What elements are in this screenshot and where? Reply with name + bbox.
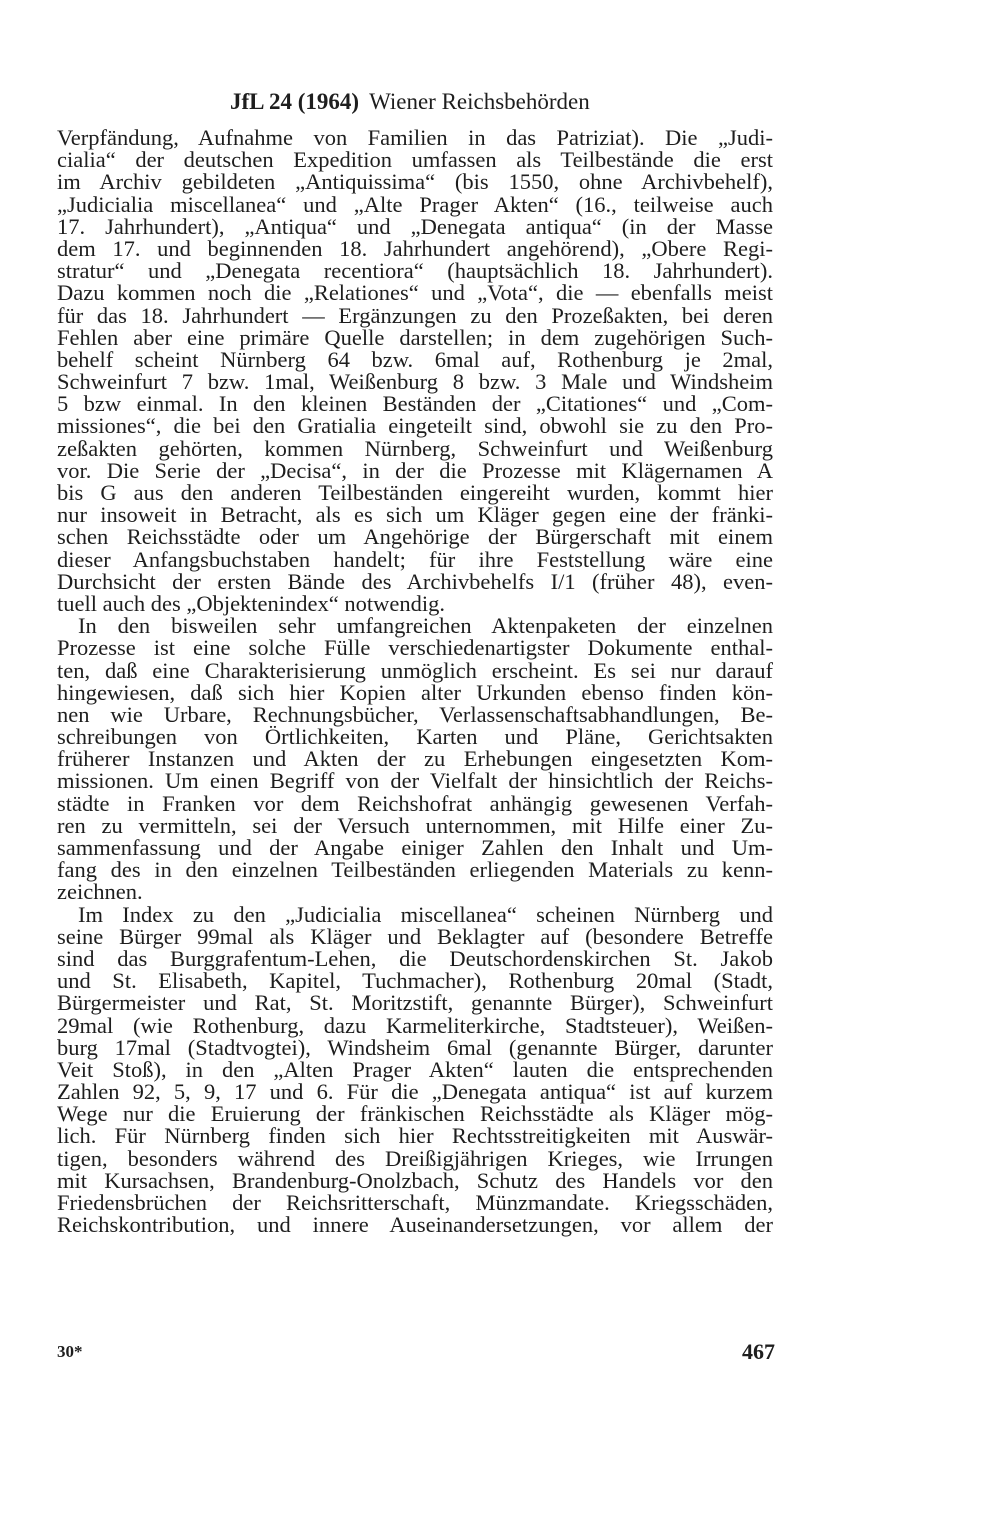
text-line: Verpfändung, Aufnahme von Familien in das Patriziat). Die „Judi-: [57, 125, 773, 150]
running-head: [230, 88, 830, 116]
text-line: dieser Anfangsbuchstaben handelt; für ihre Feststellung wäre eine: [57, 546, 773, 572]
text-line: ren zu vermitteln, sei der Versuch unternommen, mit Hilfe einer Zu-: [57, 812, 773, 838]
text-line: „Judicialia miscellanea“ und „Alte Prager Akten“ (16., teilweise auch: [57, 191, 773, 217]
text-line: 5 bzw einmal. In den kleinen Beständen der „Citationes“ und „Com-: [57, 391, 773, 417]
text-line: 29mal (wie Rothenburg, dazu Karmeliterkirche, Stadtsteuer), Weißen-: [57, 1012, 773, 1038]
text-line: tigen, besonders während des Dreißigjährigen Krieges, wie Irrungen: [57, 1145, 773, 1171]
text-line: dem 17. und beginnenden 18. Jahrhundert angehörend), „Obere Regi-: [57, 235, 773, 261]
text-line: Friedensbrüchen der Reichsritterschaft, Münzmandate. Kriegsschäden,: [57, 1190, 773, 1215]
signature-mark: 30*: [57, 1342, 83, 1361]
text-line: In den bisweilen sehr umfangreichen Aktenpaketen der einzelnen: [78, 613, 773, 639]
text-line: schreibungen von Örtlichkeiten, Karten und Pläne, Gerichtsakten: [57, 724, 773, 750]
journal-reference: JfL 24 (1964): [230, 89, 360, 114]
text-line: burg 17mal (Stadtvogtei), Windsheim 6mal (genannte Bürger, darunter: [57, 1034, 773, 1060]
text-line: früherer Instanzen und Akten der zu Erhebungen eingesetzten Kom-: [57, 746, 773, 772]
text-line: zeichnen.: [57, 879, 143, 905]
text-line: nen wie Urbare, Rechnungsbücher, Verlassenschaftsabhandlungen, Be-: [57, 701, 773, 727]
text-line: lich. Für Nürnberg finden sich hier Rechtsstreitigkeiten mit Auswär-: [57, 1123, 773, 1149]
body-text: [57, 127, 773, 1236]
text-line: Im Index zu den „Judicialia miscellanea“ scheinen Nürnberg und: [78, 901, 773, 927]
text-line: ten, daß eine Charakterisierung unmöglich erscheint. Es sei nur darauf: [57, 657, 773, 683]
paragraph-3: [57, 901, 773, 1238]
text-line: vor. Die Serie der „Decisa“, in der die Prozesse mit Klägernamen A: [57, 457, 773, 483]
text-line: cialia“ der deutschen Expedition umfassen als Teilbestände die erst: [57, 147, 773, 173]
text-line: Durchsicht der ersten Bände des Archivbehelfs I/1 (früher 48), even-: [57, 568, 773, 594]
text-line: städte in Franken vor dem Reichshofrat anhängig gewesenen Verfah-: [57, 790, 773, 816]
text-line: 17. Jahrhundert), „Antiqua“ und „Denegata antiqua“ (in der Masse: [57, 213, 773, 239]
text-line: missiones“, die bei den Gratialia eingeteilt sind, obwohl sie zu den Pro-: [57, 413, 773, 439]
text-line: Wege nur die Eruierung der fränkischen Reichsstädte als Kläger mög-: [57, 1101, 773, 1127]
text-line: sind das Burggrafentum-Lehen, die Deutschordenskirchen St. Jakob: [57, 945, 773, 971]
text-line: fang des in den einzelnen Teilbeständen erliegenden Materials zu kenn-: [57, 857, 773, 883]
text-line: Veit Stoß), in den „Alten Prager Akten“ lauten die entsprechenden: [57, 1056, 773, 1082]
text-line: stratur“ und „Denegata recentiora“ (hauptsächlich 18. Jahrhundert).: [57, 258, 773, 284]
page-number: 467: [742, 1339, 775, 1364]
text-line: hingewiesen, daß sich hier Kopien alter Urkunden ebenso finden kön-: [57, 679, 773, 705]
text-line: behelf scheint Nürnberg 64 bzw. 6mal auf, Rothenburg je 2mal,: [57, 346, 773, 372]
text-line: Reichskontribution, und innere Auseinandersetzungen, vor allem der: [57, 1212, 773, 1238]
text-line: missionen. Um einen Begriff von der Vielfalt der hinsichtlich der Reichs-: [57, 768, 773, 794]
text-line: Schweinfurt 7 bzw. 1mal, Weißenburg 8 bzw. 3 Male und Windsheim: [57, 369, 773, 395]
text-line: und St. Elisabeth, Kapitel, Tuchmacher), Rothenburg 20mal (Stadt,: [57, 968, 773, 994]
text-line: nur insoweit in Betracht, als es sich um Kläger gegen eine der fränki-: [57, 502, 773, 528]
paragraph-2: [57, 615, 773, 903]
paragraph-1: [57, 127, 773, 615]
text-line: Bürgermeister und Rat, St. Moritzstift, genannte Bürger), Schweinfurt: [57, 990, 773, 1016]
text-line: seine Bürger 99mal als Kläger und Beklagter auf (besondere Betreffe: [57, 923, 773, 949]
header-title: Wiener Reichsbehörden: [369, 89, 590, 114]
text-line: sammenfassung und der Angabe einiger Zahlen den Inhalt und Um-: [57, 835, 773, 860]
text-line: bis G aus den anderen Teilbeständen eingereiht wurden, kommt hier: [57, 480, 773, 505]
text-line: zeßakten gehörten, kommen Nürnberg, Schweinfurt und Weißenburg: [57, 435, 773, 461]
text-line: schen Reichsstädte oder um Angehörige der Bürgerschaft mit einem: [57, 524, 773, 550]
text-line: mit Kursachsen, Brandenburg-Onolzbach, Schutz des Handels vor den: [57, 1167, 773, 1193]
text-line: Fehlen aber eine primäre Quelle darstellen; in dem zugehörigen Such-: [57, 324, 773, 350]
text-line: Dazu kommen noch die „Relationes“ und „Vota“, die — ebenfalls meist: [57, 280, 773, 306]
text-line: Prozesse ist eine solche Fülle verschiedenartigster Dokumente enthal-: [57, 635, 773, 661]
text-line: für das 18. Jahrhundert — Ergänzungen zu den Prozeßakten, bei deren: [57, 302, 773, 328]
text-line: im Archiv gebildeten „Antiquissima“ (bis 1550, ohne Archivbehelf),: [57, 169, 773, 195]
text-line: Zahlen 92, 5, 9, 17 und 6. Für die „Denegata antiqua“ ist auf kurzem: [57, 1079, 773, 1105]
text-line: tuell auch des „Objektenindex“ notwendig.: [57, 590, 446, 616]
